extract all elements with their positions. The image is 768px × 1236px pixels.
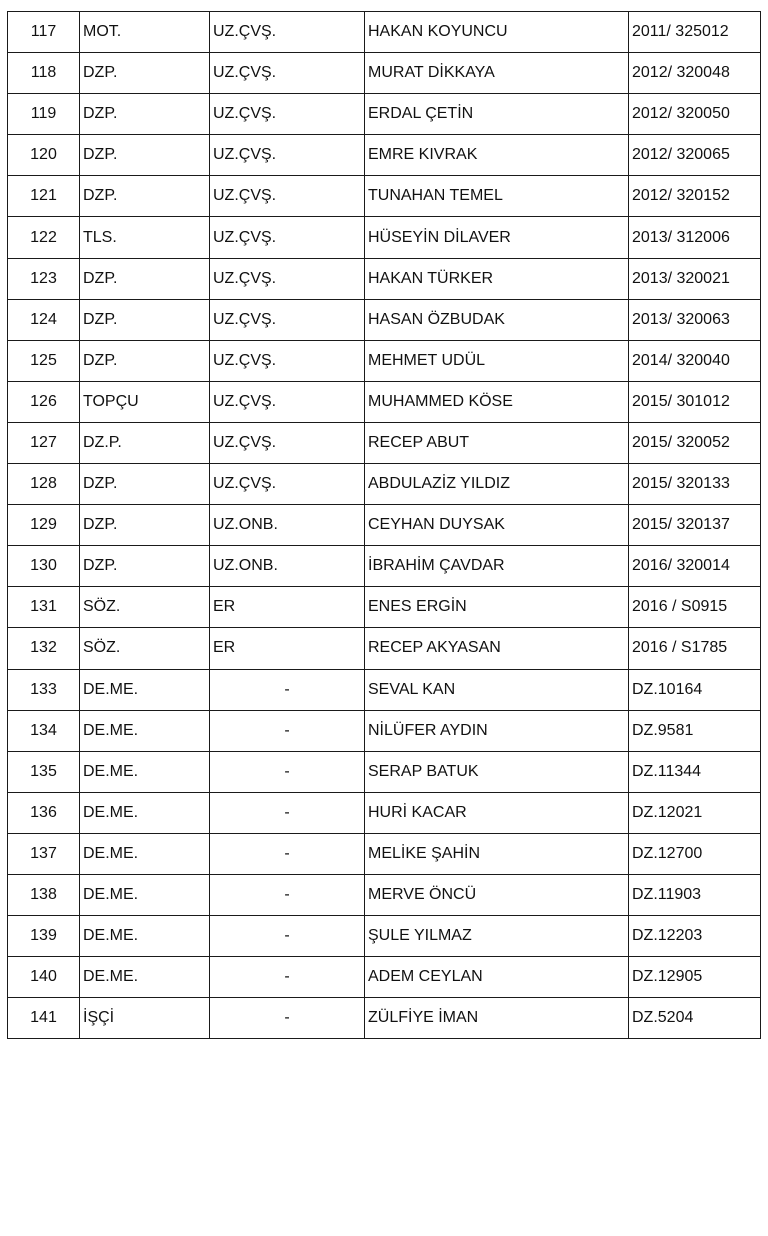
person-name-cell: HASAN ÖZBUDAK [365,299,629,340]
registry-number-cell: 2012/ 320050 [629,94,761,135]
person-name-cell: HAKAN KOYUNCU [365,12,629,53]
rank-cell: UZ.ÇVŞ. [210,94,365,135]
person-name-cell: RECEP AKYASAN [365,628,629,669]
rank-cell: UZ.ÇVŞ. [210,217,365,258]
rank-cell: ER [210,628,365,669]
rank-cell: - [210,710,365,751]
person-name-cell: ADEM CEYLAN [365,957,629,998]
registry-number-cell: 2016/ 320014 [629,546,761,587]
personnel-table [7,11,761,1039]
rank-cell: UZ.ÇVŞ. [210,381,365,422]
person-name-cell: EMRE KIVRAK [365,135,629,176]
rank-cell: UZ.ÇVŞ. [210,464,365,505]
registry-number-cell: 2015/ 320137 [629,505,761,546]
row-number-cell: 131 [8,587,80,628]
table-row [8,587,761,628]
unit-cell: TOPÇU [80,381,210,422]
row-number-cell: 135 [8,751,80,792]
rank-cell: UZ.ÇVŞ. [210,299,365,340]
registry-number-cell: 2011/ 325012 [629,12,761,53]
unit-cell: TLS. [80,217,210,258]
table-row [8,94,761,135]
row-number-cell: 132 [8,628,80,669]
person-name-cell: ENES ERGİN [365,587,629,628]
registry-number-cell: 2013/ 320021 [629,258,761,299]
registry-number-cell: DZ.9581 [629,710,761,751]
table-row [8,464,761,505]
unit-cell: DE.ME. [80,957,210,998]
registry-number-cell: 2012/ 320152 [629,176,761,217]
unit-cell: İŞÇİ [80,998,210,1039]
rank-cell: UZ.ÇVŞ. [210,258,365,299]
person-name-cell: MERVE ÖNCÜ [365,874,629,915]
rank-cell: ER [210,587,365,628]
table-row [8,833,761,874]
unit-cell: SÖZ. [80,628,210,669]
registry-number-cell: 2015/ 301012 [629,381,761,422]
row-number-cell: 138 [8,874,80,915]
row-number-cell: 128 [8,464,80,505]
row-number-cell: 117 [8,12,80,53]
unit-cell: DZP. [80,505,210,546]
table-row [8,340,761,381]
row-number-cell: 127 [8,422,80,463]
row-number-cell: 140 [8,957,80,998]
rank-cell: - [210,998,365,1039]
table-row [8,217,761,258]
registry-number-cell: DZ.12905 [629,957,761,998]
person-name-cell: ABDULAZİZ YILDIZ [365,464,629,505]
person-name-cell: MEHMET UDÜL [365,340,629,381]
person-name-cell: ŞULE YILMAZ [365,916,629,957]
rank-cell: UZ.ONB. [210,505,365,546]
unit-cell: DZP. [80,546,210,587]
row-number-cell: 120 [8,135,80,176]
unit-cell: DE.ME. [80,751,210,792]
row-number-cell: 124 [8,299,80,340]
registry-number-cell: DZ.11903 [629,874,761,915]
registry-number-cell: 2014/ 320040 [629,340,761,381]
registry-number-cell: 2013/ 320063 [629,299,761,340]
unit-cell: DZP. [80,176,210,217]
table-row [8,381,761,422]
table-row [8,258,761,299]
row-number-cell: 121 [8,176,80,217]
registry-number-cell: DZ.10164 [629,669,761,710]
unit-cell: DZP. [80,299,210,340]
unit-cell: SÖZ. [80,587,210,628]
registry-number-cell: 2015/ 320052 [629,422,761,463]
person-name-cell: CEYHAN DUYSAK [365,505,629,546]
registry-number-cell: DZ.12203 [629,916,761,957]
unit-cell: DZP. [80,53,210,94]
rank-cell: - [210,792,365,833]
row-number-cell: 119 [8,94,80,135]
personnel-table-body [8,12,761,1039]
unit-cell: DZP. [80,258,210,299]
unit-cell: DZP. [80,464,210,505]
unit-cell: DE.ME. [80,916,210,957]
person-name-cell: TUNAHAN TEMEL [365,176,629,217]
row-number-cell: 118 [8,53,80,94]
row-number-cell: 137 [8,833,80,874]
unit-cell: MOT. [80,12,210,53]
row-number-cell: 123 [8,258,80,299]
person-name-cell: SEVAL KAN [365,669,629,710]
unit-cell: DE.ME. [80,833,210,874]
registry-number-cell: 2012/ 320048 [629,53,761,94]
rank-cell: - [210,874,365,915]
rank-cell: UZ.ÇVŞ. [210,135,365,176]
row-number-cell: 122 [8,217,80,258]
rank-cell: - [210,669,365,710]
registry-number-cell: DZ.12700 [629,833,761,874]
unit-cell: DE.ME. [80,710,210,751]
table-row [8,710,761,751]
person-name-cell: İBRAHİM ÇAVDAR [365,546,629,587]
table-row [8,792,761,833]
registry-number-cell: DZ.5204 [629,998,761,1039]
table-row [8,135,761,176]
person-name-cell: SERAP BATUK [365,751,629,792]
row-number-cell: 126 [8,381,80,422]
rank-cell: UZ.ÇVŞ. [210,176,365,217]
registry-number-cell: 2013/ 312006 [629,217,761,258]
row-number-cell: 141 [8,998,80,1039]
table-row [8,751,761,792]
table-row [8,916,761,957]
rank-cell: UZ.ONB. [210,546,365,587]
person-name-cell: ERDAL ÇETİN [365,94,629,135]
person-name-cell: HURİ KACAR [365,792,629,833]
registry-number-cell: DZ.12021 [629,792,761,833]
unit-cell: DZP. [80,340,210,381]
row-number-cell: 139 [8,916,80,957]
unit-cell: DZP. [80,135,210,176]
table-row [8,546,761,587]
unit-cell: DZP. [80,94,210,135]
table-row [8,669,761,710]
row-number-cell: 130 [8,546,80,587]
registry-number-cell: DZ.11344 [629,751,761,792]
row-number-cell: 125 [8,340,80,381]
person-name-cell: HÜSEYİN DİLAVER [365,217,629,258]
rank-cell: UZ.ÇVŞ. [210,340,365,381]
table-row [8,505,761,546]
row-number-cell: 129 [8,505,80,546]
row-number-cell: 133 [8,669,80,710]
person-name-cell: MUHAMMED KÖSE [365,381,629,422]
person-name-cell: RECEP ABUT [365,422,629,463]
person-name-cell: ZÜLFİYE İMAN [365,998,629,1039]
unit-cell: DE.ME. [80,669,210,710]
rank-cell: UZ.ÇVŞ. [210,12,365,53]
rank-cell: UZ.ÇVŞ. [210,422,365,463]
person-name-cell: MURAT DİKKAYA [365,53,629,94]
unit-cell: DE.ME. [80,792,210,833]
unit-cell: DZ.P. [80,422,210,463]
rank-cell: - [210,751,365,792]
registry-number-cell: 2012/ 320065 [629,135,761,176]
unit-cell: DE.ME. [80,874,210,915]
table-row [8,422,761,463]
row-number-cell: 136 [8,792,80,833]
table-row [8,957,761,998]
table-row [8,53,761,94]
rank-cell: - [210,957,365,998]
rank-cell: - [210,833,365,874]
table-row [8,998,761,1039]
person-name-cell: NİLÜFER AYDIN [365,710,629,751]
registry-number-cell: 2016 / S0915 [629,587,761,628]
table-row [8,176,761,217]
row-number-cell: 134 [8,710,80,751]
registry-number-cell: 2016 / S1785 [629,628,761,669]
table-row [8,628,761,669]
table-row [8,12,761,53]
person-name-cell: MELİKE ŞAHİN [365,833,629,874]
rank-cell: UZ.ÇVŞ. [210,53,365,94]
rank-cell: - [210,916,365,957]
table-row [8,299,761,340]
table-row [8,874,761,915]
registry-number-cell: 2015/ 320133 [629,464,761,505]
person-name-cell: HAKAN TÜRKER [365,258,629,299]
